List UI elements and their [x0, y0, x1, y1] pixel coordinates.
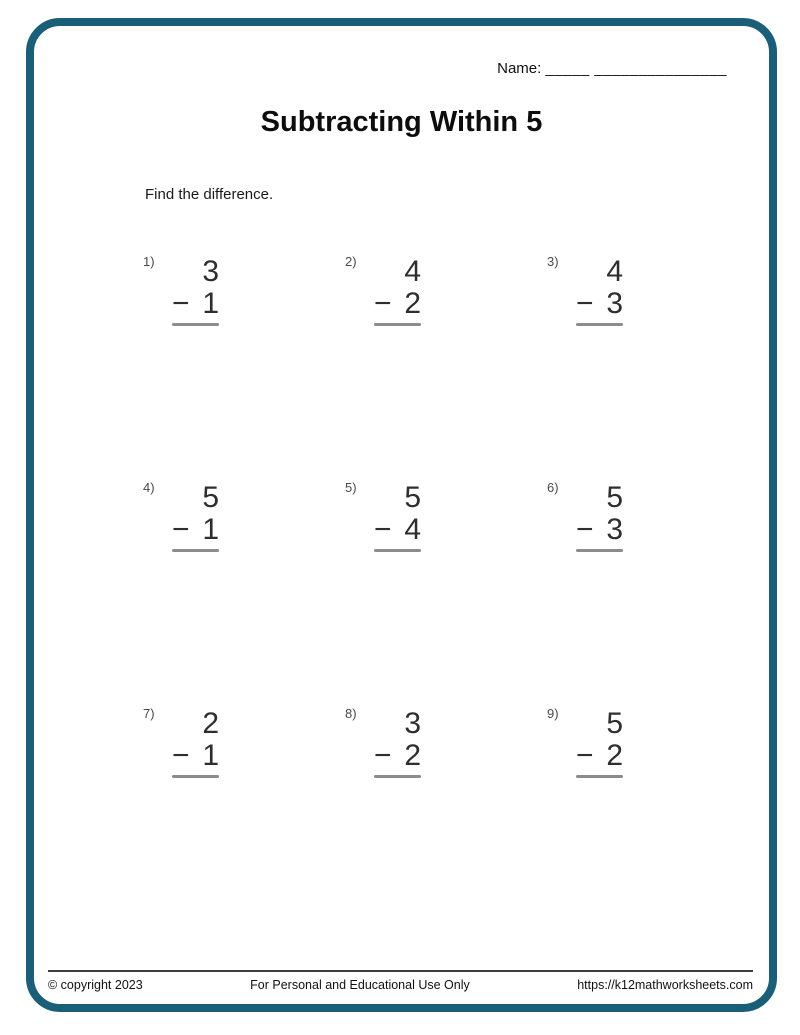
subtrahend: 3 [606, 287, 623, 320]
answer-line [172, 549, 219, 552]
minuend: 5 [202, 481, 219, 514]
minus-operator: − [374, 513, 392, 546]
name-field [497, 60, 727, 77]
subtraction-row [576, 739, 623, 772]
subtrahend: 1 [202, 513, 219, 546]
subtraction-row [374, 287, 421, 320]
problem-number-label: 3) [547, 254, 559, 269]
answer-line [576, 323, 623, 326]
subtrahend: 2 [606, 739, 623, 772]
problem-column [374, 254, 421, 326]
problem-number-label: 6) [547, 480, 559, 495]
minus-operator: − [576, 513, 594, 546]
subtrahend: 3 [606, 513, 623, 546]
minus-operator: − [374, 287, 392, 320]
problem-8 [345, 706, 547, 932]
problem-column [576, 480, 623, 552]
problem-3 [547, 254, 749, 480]
minus-operator: − [576, 739, 594, 772]
problem-number-label: 7) [143, 706, 155, 721]
problem-column [374, 480, 421, 552]
answer-line [374, 549, 421, 552]
minus-operator: − [172, 513, 190, 546]
subtrahend: 1 [202, 739, 219, 772]
problem-column [576, 254, 623, 326]
page-footer [48, 970, 753, 992]
subtraction-row [374, 513, 421, 546]
subtrahend: 4 [404, 513, 421, 546]
name-blank-line: _____ _______________ [545, 60, 727, 77]
problem-4 [143, 480, 345, 706]
problem-column [374, 706, 421, 778]
problem-number-label: 2) [345, 254, 357, 269]
usage-text: For Personal and Educational Use Only [250, 978, 470, 992]
problem-2 [345, 254, 547, 480]
problem-column [172, 480, 219, 552]
minuend: 2 [202, 707, 219, 740]
problem-column [576, 706, 623, 778]
subtraction-row [576, 287, 623, 320]
subtraction-row [374, 739, 421, 772]
answer-line [172, 775, 219, 778]
subtrahend: 1 [202, 287, 219, 320]
minuend: 5 [606, 707, 623, 740]
answer-line [374, 323, 421, 326]
problems-grid [143, 254, 749, 932]
instruction-text: Find the difference. [145, 186, 274, 203]
subtrahend: 2 [404, 287, 421, 320]
problem-number-label: 4) [143, 480, 155, 495]
subtraction-row [172, 739, 219, 772]
problem-1 [143, 254, 345, 480]
problem-number-label: 9) [547, 706, 559, 721]
problem-5 [345, 480, 547, 706]
problem-column [172, 254, 219, 326]
problem-number-label: 5) [345, 480, 357, 495]
subtraction-row [172, 287, 219, 320]
problem-column [172, 706, 219, 778]
minus-operator: − [172, 287, 190, 320]
page-title: Subtracting Within 5 [260, 106, 543, 138]
website-link[interactable]: https://k12mathworksheets.com [577, 978, 753, 992]
minuend: 5 [606, 481, 623, 514]
answer-line [172, 323, 219, 326]
minuend: 4 [606, 255, 623, 288]
answer-line [576, 549, 623, 552]
copyright-text: © copyright 2023 [48, 978, 143, 992]
problem-7 [143, 706, 345, 932]
minuend: 4 [404, 255, 421, 288]
subtraction-row [172, 513, 219, 546]
subtrahend: 2 [404, 739, 421, 772]
name-label: Name: [497, 60, 542, 77]
problem-number-label: 1) [143, 254, 155, 269]
page-border-frame [26, 18, 777, 1012]
answer-line [374, 775, 421, 778]
problem-6 [547, 480, 749, 706]
problem-number-label: 8) [345, 706, 357, 721]
minus-operator: − [172, 739, 190, 772]
answer-line [576, 775, 623, 778]
minuend: 3 [202, 255, 219, 288]
minus-operator: − [374, 739, 392, 772]
subtraction-row [576, 513, 623, 546]
problem-9 [547, 706, 749, 932]
minuend: 5 [404, 481, 421, 514]
minus-operator: − [576, 287, 594, 320]
minuend: 3 [404, 707, 421, 740]
